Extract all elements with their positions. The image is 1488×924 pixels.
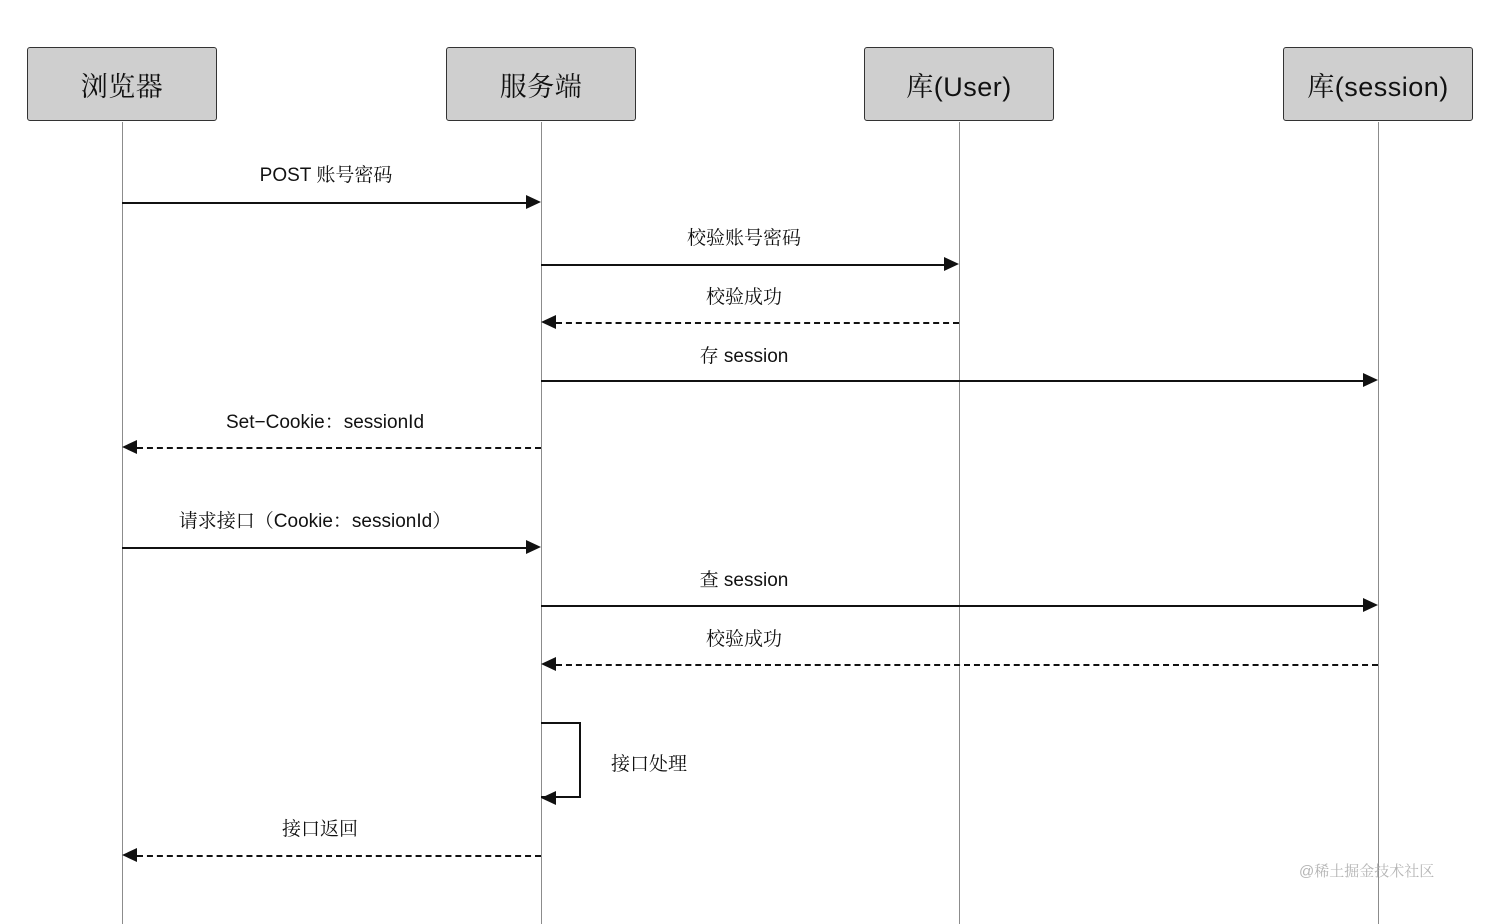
arrow-head-verify-success-session	[541, 657, 556, 671]
participant-db-session	[1283, 47, 1473, 121]
arrow-head-api-processing	[541, 791, 556, 805]
arrow-head-query-session	[1363, 598, 1378, 612]
message-label-api-response: 接口返回	[281, 819, 359, 840]
arrow-head-request-api	[526, 540, 541, 554]
message-arrow-api-response	[137, 855, 541, 857]
message-label-verify-success-user: 校验成功	[705, 287, 783, 308]
arrow-head-save-session	[1363, 373, 1378, 387]
lifeline-browser	[122, 122, 123, 924]
message-arrow-set-cookie	[137, 447, 541, 449]
message-label-verify-success-session: 校验成功	[705, 629, 783, 650]
lifeline-db-session	[1378, 122, 1379, 924]
participant-browser-label: 浏览器	[80, 71, 164, 102]
message-label-save-session: 存 session	[699, 346, 789, 367]
watermark: @稀土掘金技术社区	[1299, 863, 1435, 880]
message-arrow-verify-success-user	[556, 322, 959, 324]
arrow-head-verify-success-user	[541, 315, 556, 329]
message-selfloop-api-processing	[541, 722, 581, 798]
message-arrow-verify-credentials	[541, 264, 944, 266]
message-arrow-save-session	[541, 380, 1363, 382]
message-label-request-api: 请求接口（Cookie：sessionId）	[178, 511, 452, 532]
arrow-head-verify-credentials	[944, 257, 959, 271]
message-arrow-post-credentials	[122, 202, 526, 204]
participant-db-user-label: 库(User)	[906, 71, 1012, 102]
participant-server	[446, 47, 636, 121]
message-arrow-request-api	[122, 547, 526, 549]
message-label-verify-credentials: 校验账号密码	[686, 228, 802, 249]
arrow-head-post-credentials	[526, 195, 541, 209]
message-arrow-query-session	[541, 605, 1363, 607]
message-arrow-verify-success-session	[556, 664, 1378, 666]
participant-server-label: 服务端	[499, 71, 583, 102]
message-label-set-cookie: Set−Cookie：sessionId	[225, 412, 425, 433]
lifeline-db-user	[959, 122, 960, 924]
participant-db-user	[864, 47, 1054, 121]
message-label-query-session: 查 session	[699, 570, 789, 591]
participant-db-session-label: 库(session)	[1307, 71, 1449, 102]
message-label-api-processing: 接口处理	[610, 754, 688, 775]
participant-browser	[27, 47, 217, 121]
arrow-head-set-cookie	[122, 440, 137, 454]
arrow-head-api-response	[122, 848, 137, 862]
message-label-post-credentials: POST 账号密码	[259, 165, 393, 186]
